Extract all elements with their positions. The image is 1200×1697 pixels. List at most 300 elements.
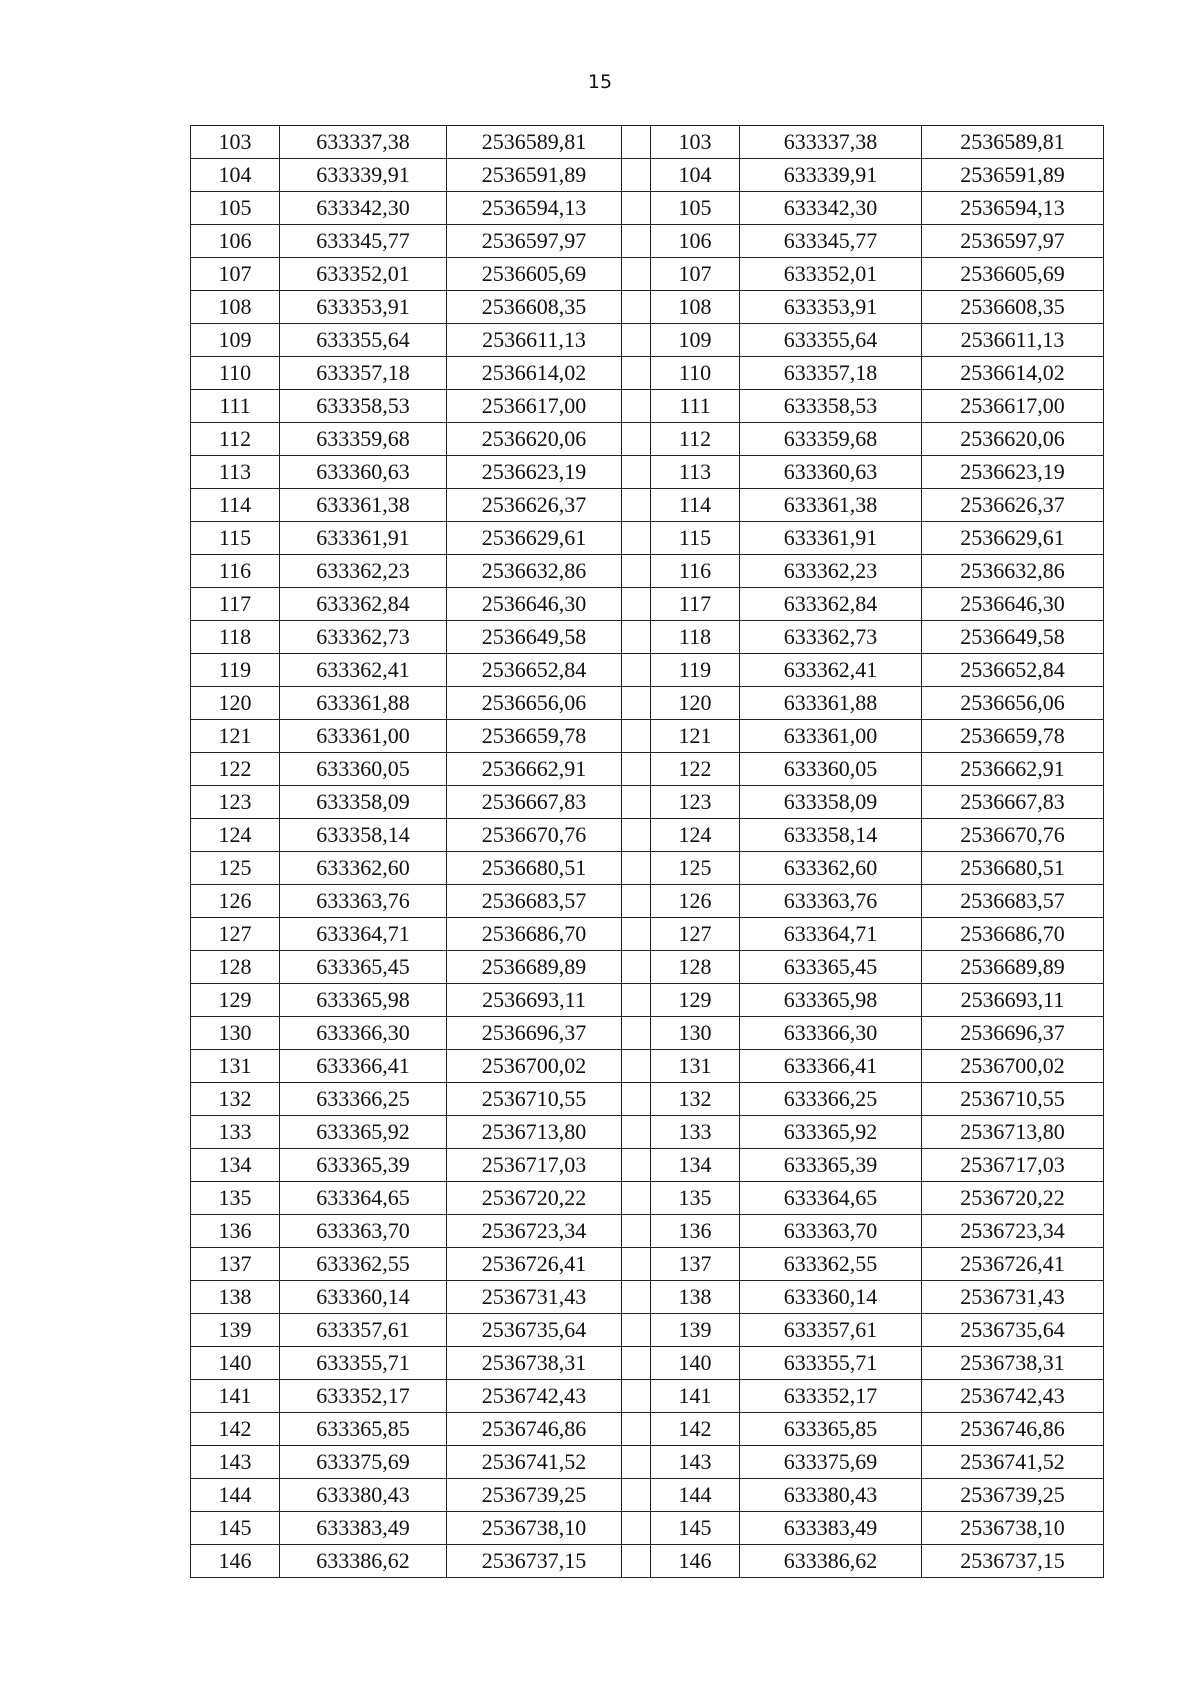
x-coordinate-cell: 633352,01 xyxy=(740,258,922,291)
empty-separator-cell xyxy=(622,951,651,984)
y-coordinate-cell: 2536667,83 xyxy=(922,786,1104,819)
empty-separator-cell xyxy=(622,1248,651,1281)
empty-separator-cell xyxy=(622,1149,651,1182)
empty-separator-cell xyxy=(622,1116,651,1149)
y-coordinate-cell: 2536720,22 xyxy=(922,1182,1104,1215)
x-coordinate-cell: 633357,61 xyxy=(740,1314,922,1347)
y-coordinate-cell: 2536608,35 xyxy=(922,291,1104,324)
y-coordinate-cell: 2536689,89 xyxy=(922,951,1104,984)
y-coordinate-cell: 2536731,43 xyxy=(447,1281,622,1314)
x-coordinate-cell: 633355,64 xyxy=(740,324,922,357)
x-coordinate-cell: 633362,23 xyxy=(280,555,447,588)
y-coordinate-cell: 2536605,69 xyxy=(447,258,622,291)
point-number-cell: 146 xyxy=(651,1545,740,1578)
y-coordinate-cell: 2536710,55 xyxy=(447,1083,622,1116)
x-coordinate-cell: 633362,60 xyxy=(280,852,447,885)
x-coordinate-cell: 633362,55 xyxy=(740,1248,922,1281)
y-coordinate-cell: 2536614,02 xyxy=(447,357,622,390)
point-number-cell: 107 xyxy=(651,258,740,291)
table-row xyxy=(191,390,1104,423)
y-coordinate-cell: 2536662,91 xyxy=(922,753,1104,786)
y-coordinate-cell: 2536620,06 xyxy=(447,423,622,456)
table-row xyxy=(191,852,1104,885)
y-coordinate-cell: 2536597,97 xyxy=(447,225,622,258)
x-coordinate-cell: 633361,91 xyxy=(280,522,447,555)
x-coordinate-cell: 633353,91 xyxy=(280,291,447,324)
x-coordinate-cell: 633361,88 xyxy=(280,687,447,720)
point-number-cell: 143 xyxy=(651,1446,740,1479)
table-row xyxy=(191,291,1104,324)
empty-separator-cell xyxy=(622,159,651,192)
empty-separator-cell xyxy=(622,1446,651,1479)
point-number-cell: 116 xyxy=(651,555,740,588)
y-coordinate-cell: 2536746,86 xyxy=(922,1413,1104,1446)
y-coordinate-cell: 2536737,15 xyxy=(922,1545,1104,1578)
point-number-cell: 111 xyxy=(651,390,740,423)
y-coordinate-cell: 2536597,97 xyxy=(922,225,1104,258)
y-coordinate-cell: 2536723,34 xyxy=(922,1215,1104,1248)
x-coordinate-cell: 633360,63 xyxy=(280,456,447,489)
point-number-cell: 137 xyxy=(191,1248,280,1281)
y-coordinate-cell: 2536739,25 xyxy=(922,1479,1104,1512)
empty-separator-cell xyxy=(622,1215,651,1248)
x-coordinate-cell: 633366,30 xyxy=(280,1017,447,1050)
y-coordinate-cell: 2536626,37 xyxy=(447,489,622,522)
x-coordinate-cell: 633358,09 xyxy=(740,786,922,819)
x-coordinate-cell: 633375,69 xyxy=(740,1446,922,1479)
point-number-cell: 120 xyxy=(191,687,280,720)
y-coordinate-cell: 2536605,69 xyxy=(922,258,1104,291)
point-number-cell: 113 xyxy=(651,456,740,489)
table-row xyxy=(191,324,1104,357)
table-row xyxy=(191,126,1104,159)
table-row xyxy=(191,753,1104,786)
y-coordinate-cell: 2536659,78 xyxy=(447,720,622,753)
table-row xyxy=(191,1017,1104,1050)
x-coordinate-cell: 633363,70 xyxy=(740,1215,922,1248)
empty-separator-cell xyxy=(622,753,651,786)
point-number-cell: 131 xyxy=(651,1050,740,1083)
y-coordinate-cell: 2536659,78 xyxy=(922,720,1104,753)
point-number-cell: 113 xyxy=(191,456,280,489)
x-coordinate-cell: 633365,98 xyxy=(740,984,922,1017)
empty-separator-cell xyxy=(622,192,651,225)
x-coordinate-cell: 633362,55 xyxy=(280,1248,447,1281)
point-number-cell: 142 xyxy=(191,1413,280,1446)
table-row xyxy=(191,1248,1104,1281)
y-coordinate-cell: 2536731,43 xyxy=(922,1281,1104,1314)
table-row xyxy=(191,1050,1104,1083)
y-coordinate-cell: 2536649,58 xyxy=(922,621,1104,654)
x-coordinate-cell: 633362,41 xyxy=(280,654,447,687)
y-coordinate-cell: 2536623,19 xyxy=(447,456,622,489)
x-coordinate-cell: 633361,38 xyxy=(280,489,447,522)
x-coordinate-cell: 633357,18 xyxy=(740,357,922,390)
x-coordinate-cell: 633358,14 xyxy=(740,819,922,852)
point-number-cell: 125 xyxy=(191,852,280,885)
point-number-cell: 109 xyxy=(651,324,740,357)
x-coordinate-cell: 633345,77 xyxy=(740,225,922,258)
y-coordinate-cell: 2536656,06 xyxy=(447,687,622,720)
x-coordinate-cell: 633352,01 xyxy=(280,258,447,291)
y-coordinate-cell: 2536693,11 xyxy=(922,984,1104,1017)
x-coordinate-cell: 633360,63 xyxy=(740,456,922,489)
y-coordinate-cell: 2536726,41 xyxy=(447,1248,622,1281)
empty-separator-cell xyxy=(622,720,651,753)
table-row xyxy=(191,489,1104,522)
x-coordinate-cell: 633337,38 xyxy=(740,126,922,159)
x-coordinate-cell: 633364,71 xyxy=(280,918,447,951)
x-coordinate-cell: 633361,88 xyxy=(740,687,922,720)
point-number-cell: 119 xyxy=(651,654,740,687)
table-row xyxy=(191,1314,1104,1347)
empty-separator-cell xyxy=(622,687,651,720)
point-number-cell: 112 xyxy=(651,423,740,456)
x-coordinate-cell: 633365,39 xyxy=(740,1149,922,1182)
point-number-cell: 144 xyxy=(651,1479,740,1512)
y-coordinate-cell: 2536738,10 xyxy=(922,1512,1104,1545)
y-coordinate-cell: 2536741,52 xyxy=(447,1446,622,1479)
y-coordinate-cell: 2536720,22 xyxy=(447,1182,622,1215)
x-coordinate-cell: 633357,18 xyxy=(280,357,447,390)
table-row xyxy=(191,1479,1104,1512)
y-coordinate-cell: 2536611,13 xyxy=(922,324,1104,357)
point-number-cell: 125 xyxy=(651,852,740,885)
y-coordinate-cell: 2536713,80 xyxy=(922,1116,1104,1149)
point-number-cell: 140 xyxy=(651,1347,740,1380)
point-number-cell: 129 xyxy=(651,984,740,1017)
table-row xyxy=(191,951,1104,984)
y-coordinate-cell: 2536614,02 xyxy=(922,357,1104,390)
x-coordinate-cell: 633365,85 xyxy=(740,1413,922,1446)
point-number-cell: 142 xyxy=(651,1413,740,1446)
table-row xyxy=(191,522,1104,555)
point-number-cell: 104 xyxy=(191,159,280,192)
y-coordinate-cell: 2536738,31 xyxy=(447,1347,622,1380)
y-coordinate-cell: 2536589,81 xyxy=(447,126,622,159)
point-number-cell: 139 xyxy=(191,1314,280,1347)
empty-separator-cell xyxy=(622,819,651,852)
table-row xyxy=(191,1347,1104,1380)
point-number-cell: 115 xyxy=(651,522,740,555)
point-number-cell: 105 xyxy=(191,192,280,225)
point-number-cell: 146 xyxy=(191,1545,280,1578)
y-coordinate-cell: 2536646,30 xyxy=(922,588,1104,621)
y-coordinate-cell: 2536589,81 xyxy=(922,126,1104,159)
x-coordinate-cell: 633365,98 xyxy=(280,984,447,1017)
point-number-cell: 138 xyxy=(651,1281,740,1314)
point-number-cell: 133 xyxy=(191,1116,280,1149)
point-number-cell: 135 xyxy=(651,1182,740,1215)
point-number-cell: 115 xyxy=(191,522,280,555)
x-coordinate-cell: 633362,60 xyxy=(740,852,922,885)
table-row xyxy=(191,885,1104,918)
y-coordinate-cell: 2536662,91 xyxy=(447,753,622,786)
x-coordinate-cell: 633383,49 xyxy=(280,1512,447,1545)
point-number-cell: 120 xyxy=(651,687,740,720)
x-coordinate-cell: 633365,92 xyxy=(280,1116,447,1149)
table-row xyxy=(191,555,1104,588)
empty-separator-cell xyxy=(622,324,651,357)
table-row xyxy=(191,1116,1104,1149)
x-coordinate-cell: 633359,68 xyxy=(740,423,922,456)
x-coordinate-cell: 633358,14 xyxy=(280,819,447,852)
y-coordinate-cell: 2536611,13 xyxy=(447,324,622,357)
point-number-cell: 127 xyxy=(651,918,740,951)
x-coordinate-cell: 633352,17 xyxy=(740,1380,922,1413)
y-coordinate-cell: 2536726,41 xyxy=(922,1248,1104,1281)
y-coordinate-cell: 2536617,00 xyxy=(922,390,1104,423)
y-coordinate-cell: 2536710,55 xyxy=(922,1083,1104,1116)
y-coordinate-cell: 2536626,37 xyxy=(922,489,1104,522)
x-coordinate-cell: 633362,73 xyxy=(740,621,922,654)
x-coordinate-cell: 633362,84 xyxy=(740,588,922,621)
empty-separator-cell xyxy=(622,522,651,555)
x-coordinate-cell: 633361,91 xyxy=(740,522,922,555)
point-number-cell: 114 xyxy=(191,489,280,522)
point-number-cell: 133 xyxy=(651,1116,740,1149)
point-number-cell: 137 xyxy=(651,1248,740,1281)
point-number-cell: 122 xyxy=(651,753,740,786)
empty-separator-cell xyxy=(622,225,651,258)
x-coordinate-cell: 633358,53 xyxy=(280,390,447,423)
point-number-cell: 126 xyxy=(651,885,740,918)
y-coordinate-cell: 2536717,03 xyxy=(922,1149,1104,1182)
point-number-cell: 123 xyxy=(191,786,280,819)
x-coordinate-cell: 633362,41 xyxy=(740,654,922,687)
x-coordinate-cell: 633361,00 xyxy=(280,720,447,753)
point-number-cell: 103 xyxy=(191,126,280,159)
y-coordinate-cell: 2536680,51 xyxy=(447,852,622,885)
x-coordinate-cell: 633339,91 xyxy=(740,159,922,192)
point-number-cell: 128 xyxy=(191,951,280,984)
point-number-cell: 111 xyxy=(191,390,280,423)
empty-separator-cell xyxy=(622,1545,651,1578)
x-coordinate-cell: 633361,38 xyxy=(740,489,922,522)
table-row xyxy=(191,918,1104,951)
x-coordinate-cell: 633364,65 xyxy=(280,1182,447,1215)
x-coordinate-cell: 633386,62 xyxy=(280,1545,447,1578)
empty-separator-cell xyxy=(622,1347,651,1380)
x-coordinate-cell: 633365,45 xyxy=(280,951,447,984)
x-coordinate-cell: 633362,73 xyxy=(280,621,447,654)
x-coordinate-cell: 633342,30 xyxy=(740,192,922,225)
y-coordinate-cell: 2536738,10 xyxy=(447,1512,622,1545)
point-number-cell: 129 xyxy=(191,984,280,1017)
x-coordinate-cell: 633366,25 xyxy=(280,1083,447,1116)
x-coordinate-cell: 633366,41 xyxy=(740,1050,922,1083)
point-number-cell: 132 xyxy=(191,1083,280,1116)
table-row xyxy=(191,1149,1104,1182)
table-row xyxy=(191,687,1104,720)
point-number-cell: 109 xyxy=(191,324,280,357)
y-coordinate-cell: 2536717,03 xyxy=(447,1149,622,1182)
empty-separator-cell xyxy=(622,1479,651,1512)
point-number-cell: 108 xyxy=(191,291,280,324)
empty-separator-cell xyxy=(622,126,651,159)
empty-separator-cell xyxy=(622,1182,651,1215)
table-row xyxy=(191,423,1104,456)
x-coordinate-cell: 633360,14 xyxy=(280,1281,447,1314)
table-row xyxy=(191,456,1104,489)
empty-separator-cell xyxy=(622,588,651,621)
point-number-cell: 130 xyxy=(191,1017,280,1050)
x-coordinate-cell: 633355,64 xyxy=(280,324,447,357)
table-row xyxy=(191,1446,1104,1479)
x-coordinate-cell: 633363,76 xyxy=(280,885,447,918)
table-row xyxy=(191,192,1104,225)
x-coordinate-cell: 633359,68 xyxy=(280,423,447,456)
y-coordinate-cell: 2536656,06 xyxy=(922,687,1104,720)
y-coordinate-cell: 2536680,51 xyxy=(922,852,1104,885)
empty-separator-cell xyxy=(622,852,651,885)
empty-separator-cell xyxy=(622,390,651,423)
point-number-cell: 130 xyxy=(651,1017,740,1050)
y-coordinate-cell: 2536591,89 xyxy=(922,159,1104,192)
y-coordinate-cell: 2536667,83 xyxy=(447,786,622,819)
y-coordinate-cell: 2536617,00 xyxy=(447,390,622,423)
empty-separator-cell xyxy=(622,357,651,390)
point-number-cell: 126 xyxy=(191,885,280,918)
x-coordinate-cell: 633380,43 xyxy=(740,1479,922,1512)
empty-separator-cell xyxy=(622,1512,651,1545)
x-coordinate-cell: 633360,14 xyxy=(740,1281,922,1314)
point-number-cell: 122 xyxy=(191,753,280,786)
table-row xyxy=(191,1182,1104,1215)
empty-separator-cell xyxy=(622,1314,651,1347)
y-coordinate-cell: 2536594,13 xyxy=(922,192,1104,225)
x-coordinate-cell: 633366,41 xyxy=(280,1050,447,1083)
point-number-cell: 110 xyxy=(651,357,740,390)
x-coordinate-cell: 633355,71 xyxy=(740,1347,922,1380)
x-coordinate-cell: 633337,38 xyxy=(280,126,447,159)
empty-separator-cell xyxy=(622,984,651,1017)
y-coordinate-cell: 2536629,61 xyxy=(447,522,622,555)
empty-separator-cell xyxy=(622,1380,651,1413)
empty-separator-cell xyxy=(622,786,651,819)
point-number-cell: 138 xyxy=(191,1281,280,1314)
x-coordinate-cell: 633357,61 xyxy=(280,1314,447,1347)
y-coordinate-cell: 2536742,43 xyxy=(447,1380,622,1413)
y-coordinate-cell: 2536652,84 xyxy=(447,654,622,687)
point-number-cell: 118 xyxy=(651,621,740,654)
table-row xyxy=(191,1512,1104,1545)
point-number-cell: 143 xyxy=(191,1446,280,1479)
point-number-cell: 141 xyxy=(651,1380,740,1413)
y-coordinate-cell: 2536591,89 xyxy=(447,159,622,192)
x-coordinate-cell: 633339,91 xyxy=(280,159,447,192)
point-number-cell: 145 xyxy=(651,1512,740,1545)
y-coordinate-cell: 2536696,37 xyxy=(447,1017,622,1050)
y-coordinate-cell: 2536646,30 xyxy=(447,588,622,621)
x-coordinate-cell: 633366,25 xyxy=(740,1083,922,1116)
y-coordinate-cell: 2536739,25 xyxy=(447,1479,622,1512)
point-number-cell: 131 xyxy=(191,1050,280,1083)
empty-separator-cell xyxy=(622,1281,651,1314)
x-coordinate-cell: 633353,91 xyxy=(740,291,922,324)
x-coordinate-cell: 633386,62 xyxy=(740,1545,922,1578)
y-coordinate-cell: 2536686,70 xyxy=(922,918,1104,951)
x-coordinate-cell: 633358,09 xyxy=(280,786,447,819)
point-number-cell: 107 xyxy=(191,258,280,291)
empty-separator-cell xyxy=(622,555,651,588)
y-coordinate-cell: 2536713,80 xyxy=(447,1116,622,1149)
x-coordinate-cell: 633364,65 xyxy=(740,1182,922,1215)
point-number-cell: 134 xyxy=(191,1149,280,1182)
x-coordinate-cell: 633366,30 xyxy=(740,1017,922,1050)
point-number-cell: 103 xyxy=(651,126,740,159)
point-number-cell: 128 xyxy=(651,951,740,984)
y-coordinate-cell: 2536670,76 xyxy=(447,819,622,852)
empty-separator-cell xyxy=(622,1083,651,1116)
y-coordinate-cell: 2536741,52 xyxy=(922,1446,1104,1479)
x-coordinate-cell: 633363,76 xyxy=(740,885,922,918)
empty-separator-cell xyxy=(622,1413,651,1446)
y-coordinate-cell: 2536652,84 xyxy=(922,654,1104,687)
point-number-cell: 124 xyxy=(191,819,280,852)
point-number-cell: 144 xyxy=(191,1479,280,1512)
point-number-cell: 121 xyxy=(651,720,740,753)
table-row xyxy=(191,159,1104,192)
x-coordinate-cell: 633363,70 xyxy=(280,1215,447,1248)
y-coordinate-cell: 2536689,89 xyxy=(447,951,622,984)
empty-separator-cell xyxy=(622,489,651,522)
coordinates-table xyxy=(190,125,1104,1578)
point-number-cell: 123 xyxy=(651,786,740,819)
point-number-cell: 116 xyxy=(191,555,280,588)
y-coordinate-cell: 2536683,57 xyxy=(447,885,622,918)
point-number-cell: 140 xyxy=(191,1347,280,1380)
point-number-cell: 135 xyxy=(191,1182,280,1215)
x-coordinate-cell: 633342,30 xyxy=(280,192,447,225)
y-coordinate-cell: 2536594,13 xyxy=(447,192,622,225)
x-coordinate-cell: 633383,49 xyxy=(740,1512,922,1545)
x-coordinate-cell: 633375,69 xyxy=(280,1446,447,1479)
y-coordinate-cell: 2536620,06 xyxy=(922,423,1104,456)
point-number-cell: 104 xyxy=(651,159,740,192)
x-coordinate-cell: 633360,05 xyxy=(740,753,922,786)
point-number-cell: 106 xyxy=(191,225,280,258)
table-row xyxy=(191,1083,1104,1116)
x-coordinate-cell: 633358,53 xyxy=(740,390,922,423)
point-number-cell: 132 xyxy=(651,1083,740,1116)
y-coordinate-cell: 2536742,43 xyxy=(922,1380,1104,1413)
x-coordinate-cell: 633362,23 xyxy=(740,555,922,588)
x-coordinate-cell: 633365,39 xyxy=(280,1149,447,1182)
empty-separator-cell xyxy=(622,918,651,951)
table-row xyxy=(191,357,1104,390)
table-row xyxy=(191,819,1104,852)
point-number-cell: 124 xyxy=(651,819,740,852)
point-number-cell: 121 xyxy=(191,720,280,753)
x-coordinate-cell: 633360,05 xyxy=(280,753,447,786)
y-coordinate-cell: 2536670,76 xyxy=(922,819,1104,852)
table-row xyxy=(191,588,1104,621)
y-coordinate-cell: 2536700,02 xyxy=(922,1050,1104,1083)
y-coordinate-cell: 2536723,34 xyxy=(447,1215,622,1248)
table-row xyxy=(191,984,1104,1017)
x-coordinate-cell: 633365,85 xyxy=(280,1413,447,1446)
x-coordinate-cell: 633352,17 xyxy=(280,1380,447,1413)
point-number-cell: 108 xyxy=(651,291,740,324)
empty-separator-cell xyxy=(622,1050,651,1083)
y-coordinate-cell: 2536632,86 xyxy=(922,555,1104,588)
y-coordinate-cell: 2536735,64 xyxy=(922,1314,1104,1347)
table-row xyxy=(191,1545,1104,1578)
x-coordinate-cell: 633345,77 xyxy=(280,225,447,258)
point-number-cell: 145 xyxy=(191,1512,280,1545)
y-coordinate-cell: 2536696,37 xyxy=(922,1017,1104,1050)
